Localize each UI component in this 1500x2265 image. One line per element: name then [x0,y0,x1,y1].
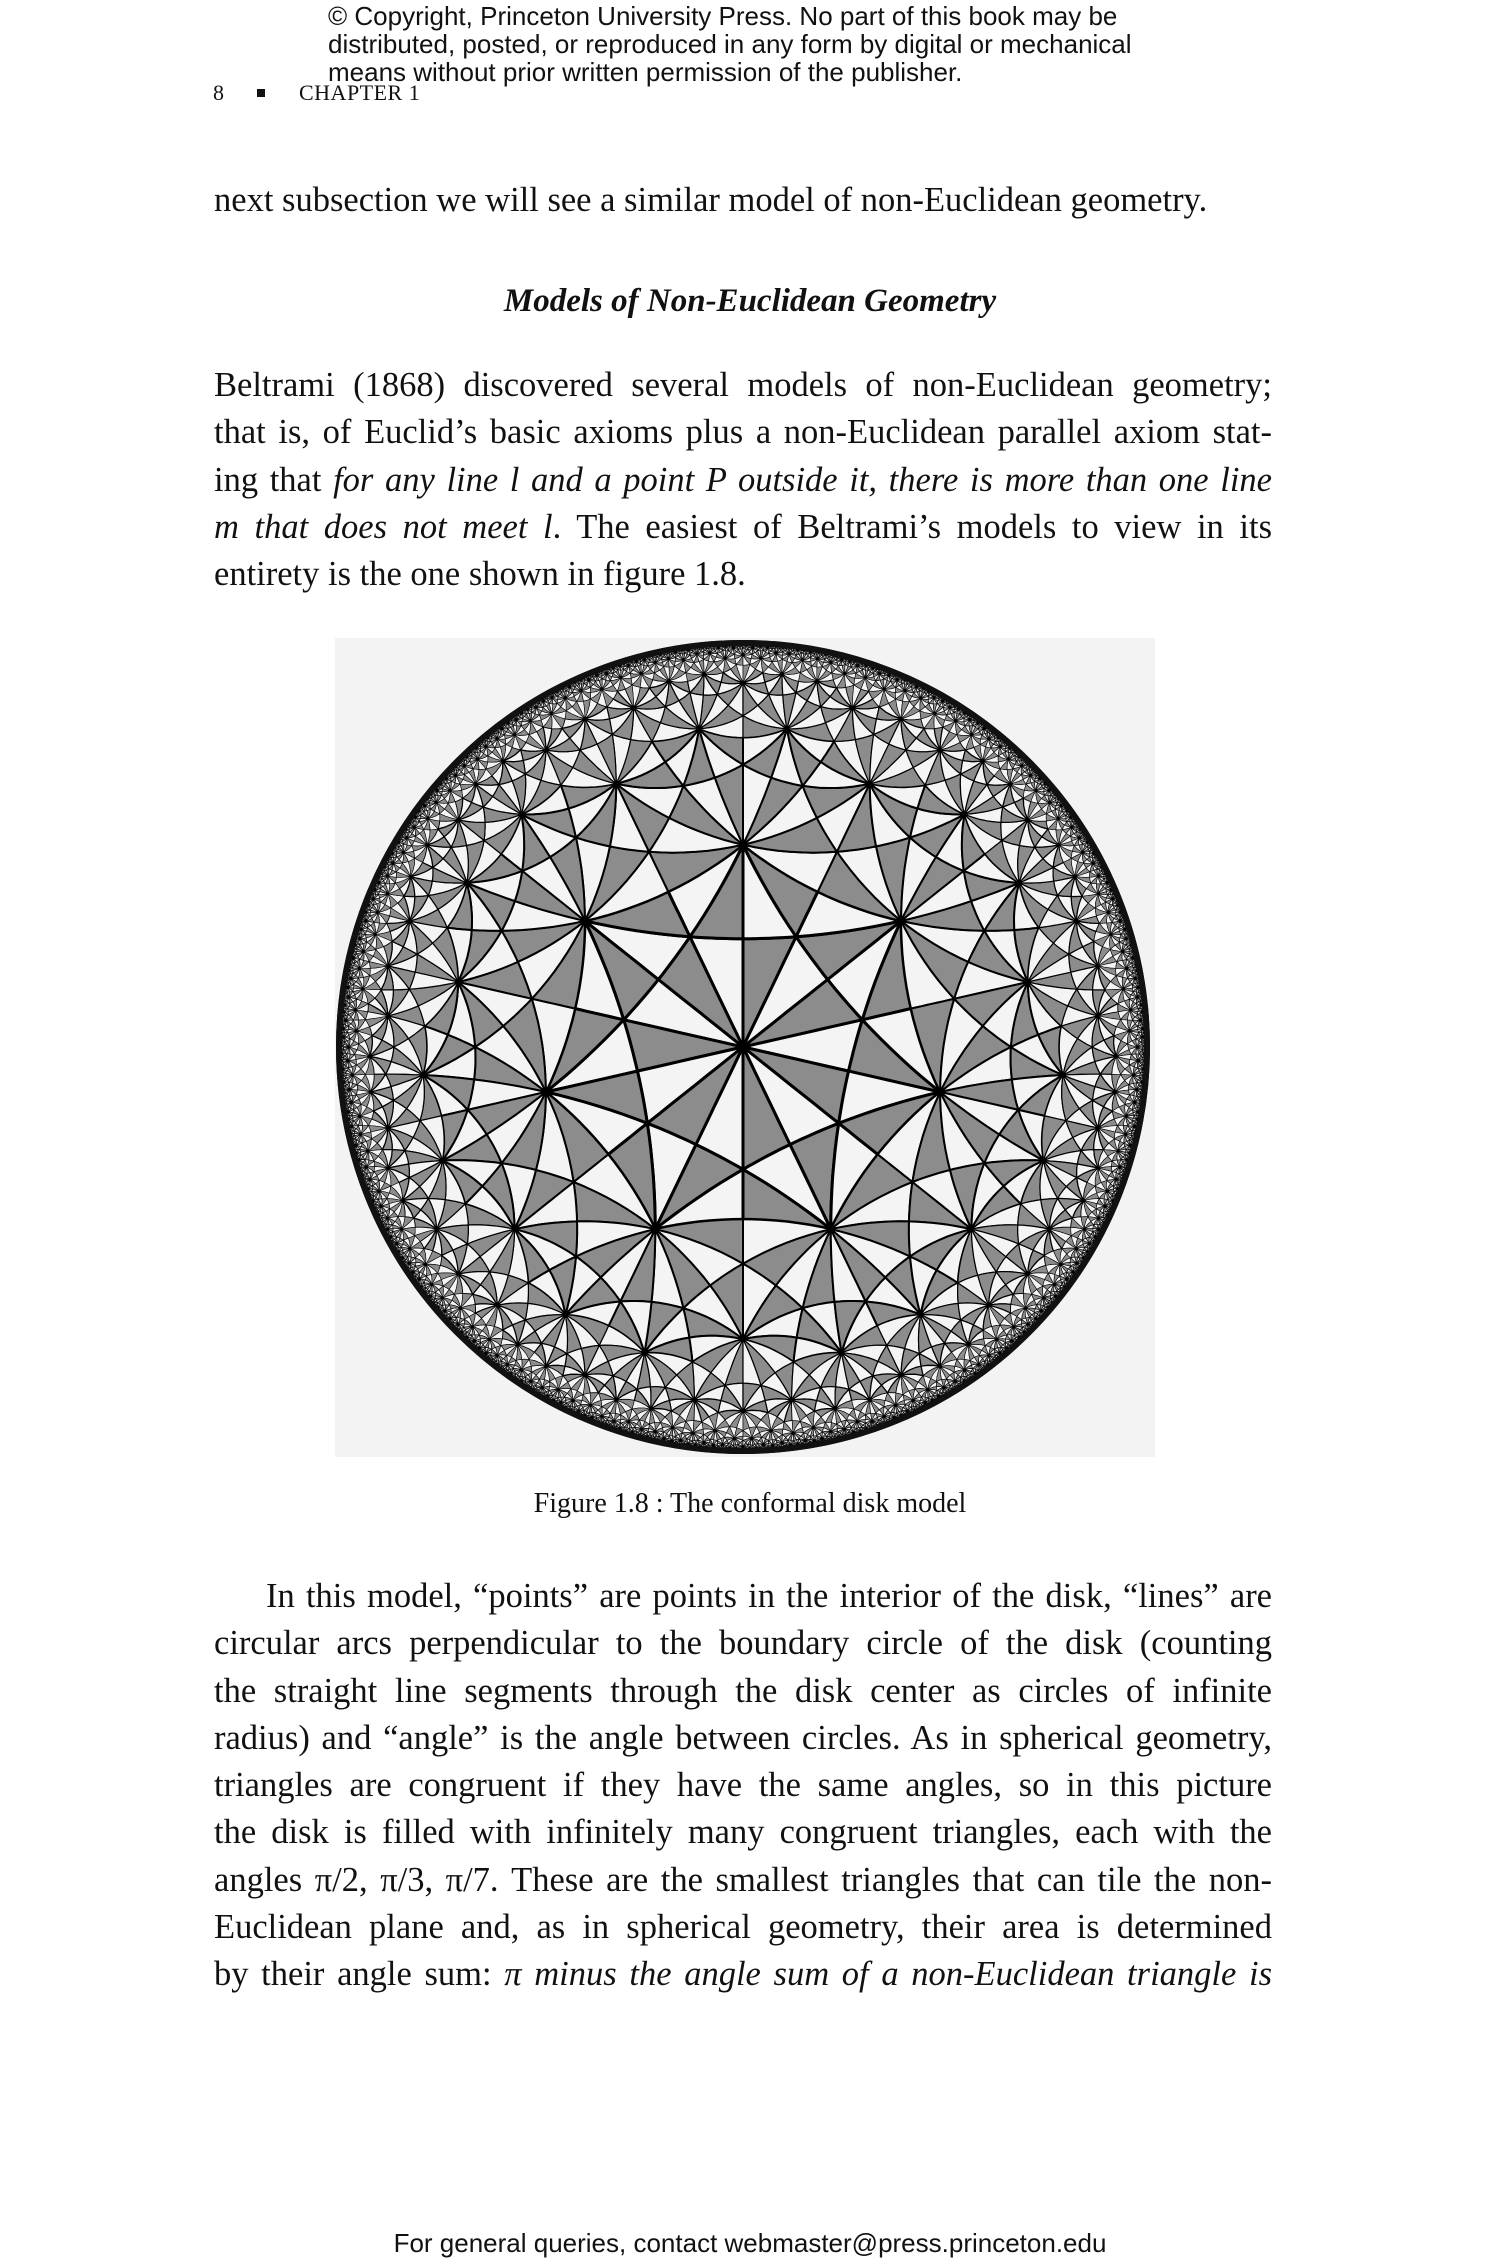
page-number: 8 [213,80,225,105]
copyright-line: © Copyright, Princeton University Press. No part of this book may be [328,1,1118,31]
text-line: entirety is the one shown in figure 1.8. [214,555,746,594]
text-line [214,1951,1272,1998]
text-line: next subsection we will see a similar model of non-Euclidean geometry. [214,181,1208,219]
paragraph-beltrami [214,362,1272,598]
italic-statement: π minus the angle sum of a non-Euclidean triangle is [504,1955,1273,1994]
italic-axiom: m that does not meet l [214,507,553,546]
text-line: circular arcs perpendicular to the boundary circle of the disk (counting [214,1624,1272,1663]
footer-contact: For general queries, contact webmaster@press.princeton.edu [393,2228,1107,2258]
figure-caption: Figure 1.8 : The conformal disk model [533,1488,967,1519]
figure-conformal-disk [335,638,1155,1457]
text-line: triangles are congruent if they have the same angles, so in this picture [214,1766,1272,1805]
text-line: the straight line segments through the disk center as circles of infinite [214,1671,1272,1710]
copyright-line: means without prior written permission of the publisher. [328,57,963,87]
text-line: radius) and “angle” is the angle between circles. As in spherical geometry, [214,1718,1272,1757]
paragraph-continued [214,177,1272,224]
text-line: the disk is filled with infinitely many congruent triangles, each with the [214,1813,1272,1852]
copyright-notice [328,2,1228,86]
square-bullet-icon [257,89,265,97]
text-run: by their angle sum: [214,1955,505,1994]
text-line: In this model, “points” are points in the interior of the disk, “lines” are [266,1577,1272,1615]
running-head [213,80,420,106]
text-line: Euclidean plane and, as in spherical geometry, their area is determined [214,1908,1272,1947]
text-line [214,504,1272,551]
text-line: angles π/2, π/3, π/7. These are the smallest triangles that can tile the non- [214,1860,1272,1899]
text-line: that is, of Euclid’s basic axioms plus a non-Euclidean parallel axiom stat- [214,413,1272,452]
italic-axiom: for any line l and a point P outside it, there is more than one line [333,460,1272,499]
paragraph-model-description [214,1573,1272,1999]
section-heading: Models of Non-Euclidean Geometry [503,283,997,319]
text-line: Beltrami (1868) discovered several models of non-Euclidean geometry; [214,366,1272,404]
text-line [214,457,1272,504]
hyperbolic-tiling-image [335,638,1155,1457]
chapter-label: CHAPTER 1 [299,80,421,105]
text-run: . The easiest of Beltrami’s models to view in its [552,507,1272,546]
text-run: ing that [214,460,334,499]
copyright-line: distributed, posted, or reproduced in any form by digital or mechanical [328,29,1132,59]
